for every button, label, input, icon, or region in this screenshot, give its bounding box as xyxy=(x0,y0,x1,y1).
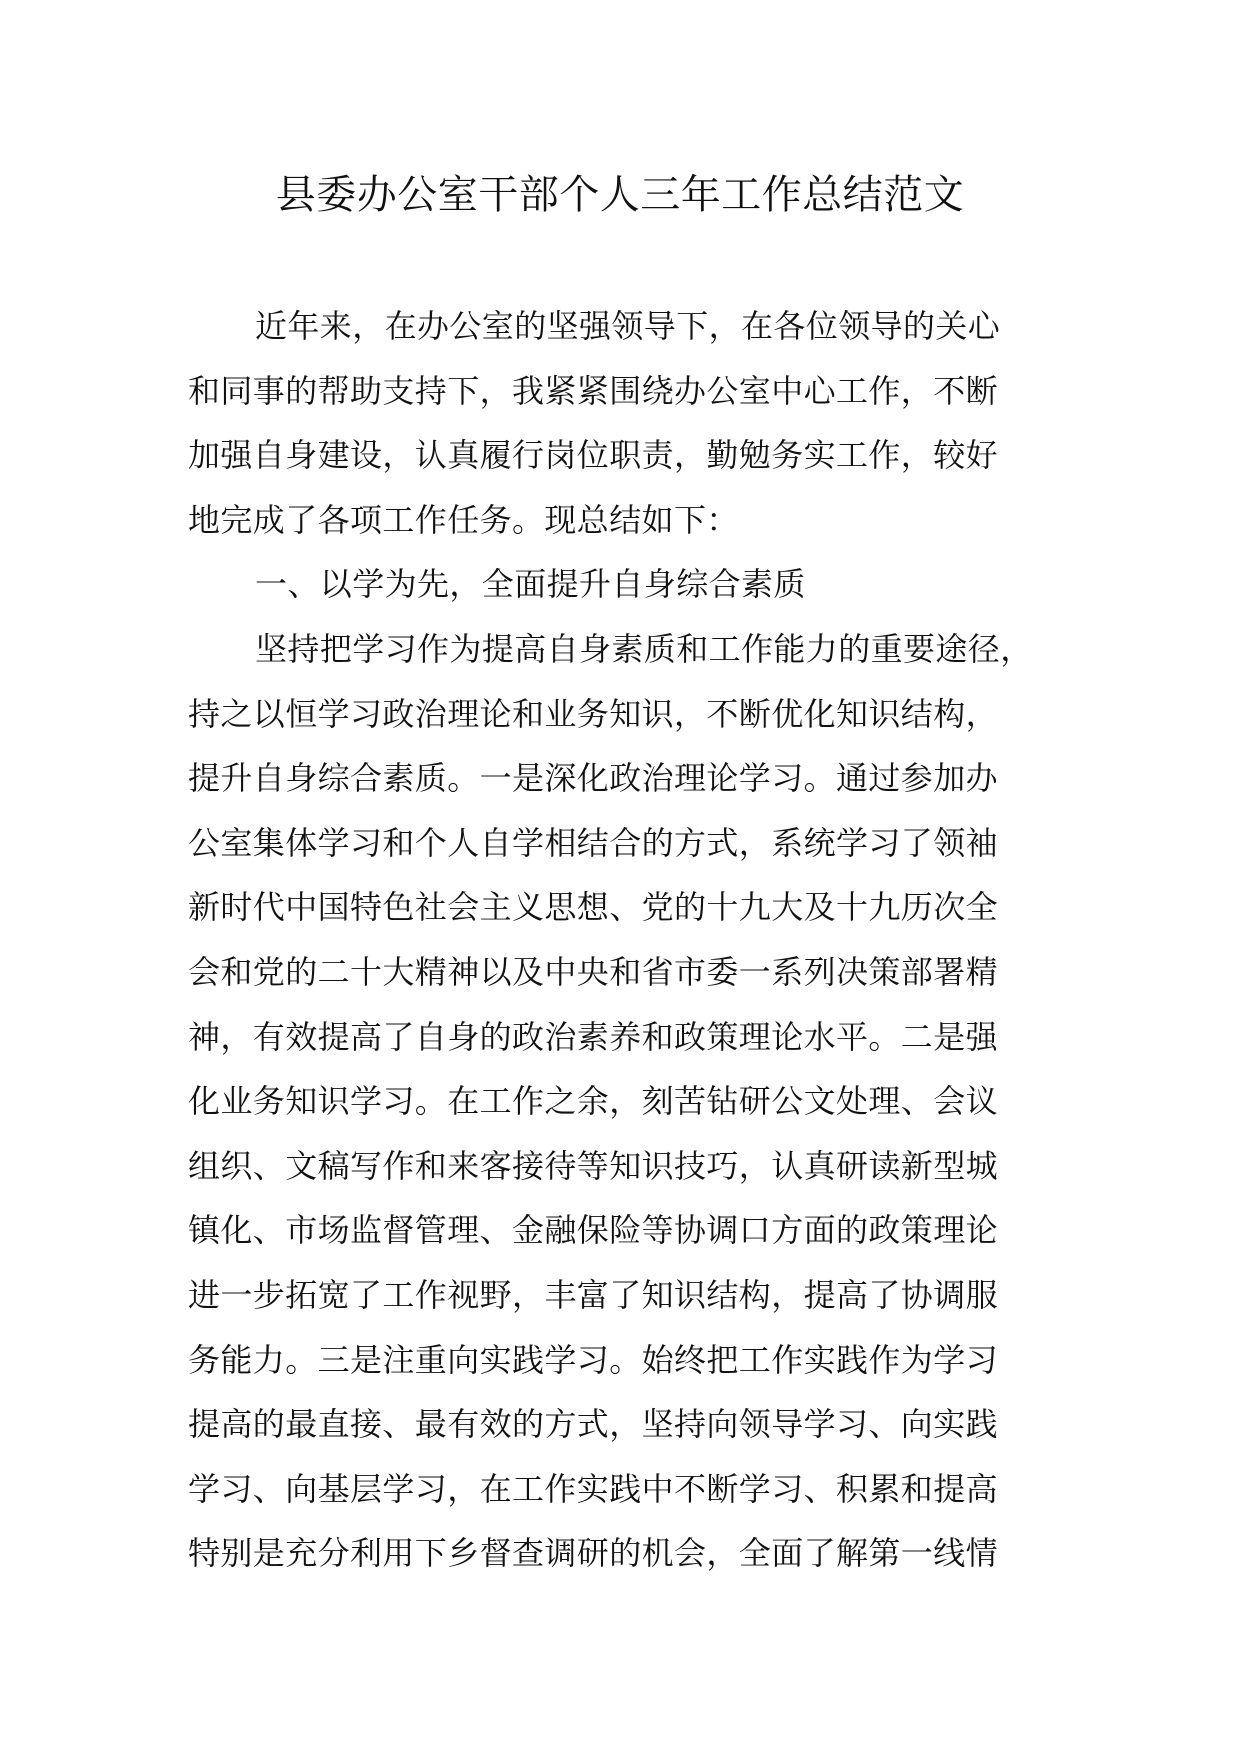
text-line-4: 地完成了各项工作任务。现总结如下： xyxy=(188,500,739,539)
document-title: 县委办公室干部个人三年工作总结范文 xyxy=(275,172,965,218)
text-line-14: 组织、文稿写作和来客接待等知识技巧，认真研读新型城 xyxy=(188,1146,999,1185)
text-line-9: 公室集体学习和个人自学相结合的方式，系统学习了领袖 xyxy=(188,823,999,862)
text-line-13: 化业务知识学习。在工作之余，刻苦钻研公文处理、会议 xyxy=(188,1082,999,1121)
text-line-20: 特别是充分利用下乡督查调研的机会，全面了解第一线情 xyxy=(188,1534,999,1573)
text-line-3: 加强自身建设，认真履行岗位职责，勤勉务实工作，较好 xyxy=(188,436,999,475)
section-heading-1: 一、以学为先，全面提升自身综合素质 xyxy=(255,565,806,604)
document-body xyxy=(188,294,1078,1586)
text-line-17: 务能力。三是注重向实践学习。始终把工作实践作为学习 xyxy=(188,1340,999,1379)
text-line-19: 学习、向基层学习，在工作实践中不断学习、积累和提高 xyxy=(188,1469,999,1508)
text-line-10: 新时代中国特色社会主义思想、党的十九大及十九历次全 xyxy=(188,888,999,927)
text-line-18: 提高的最直接、最有效的方式，坚持向领导学习、向实践 xyxy=(188,1405,999,1444)
text-line-1: 近年来，在办公室的坚强领导下，在各位领导的关心 xyxy=(255,307,1001,345)
text-line-6: 坚持把学习作为提高自身素质和工作能力的重要途径， xyxy=(255,629,1033,668)
text-line-7: 持之以恒学习政治理论和业务知识，不断优化知识结构， xyxy=(188,694,999,733)
text-line-16: 进一步拓宽了工作视野，丰富了知识结构，提高了协调服 xyxy=(188,1275,999,1314)
text-line-11: 会和党的二十大精神以及中央和省市委一系列决策部署精 xyxy=(188,952,999,991)
text-line-12: 神，有效提高了自身的政治素养和政策理论水平。二是强 xyxy=(188,1017,999,1056)
text-line-15: 镇化、市场监督管理、金融保险等协调口方面的政策理论 xyxy=(188,1211,999,1250)
text-line-8: 提升自身综合素质。一是深化政治理论学习。通过参加办 xyxy=(188,759,999,798)
text-line-2: 和同事的帮助支持下，我紧紧围绕办公室中心工作，不断 xyxy=(188,371,999,410)
